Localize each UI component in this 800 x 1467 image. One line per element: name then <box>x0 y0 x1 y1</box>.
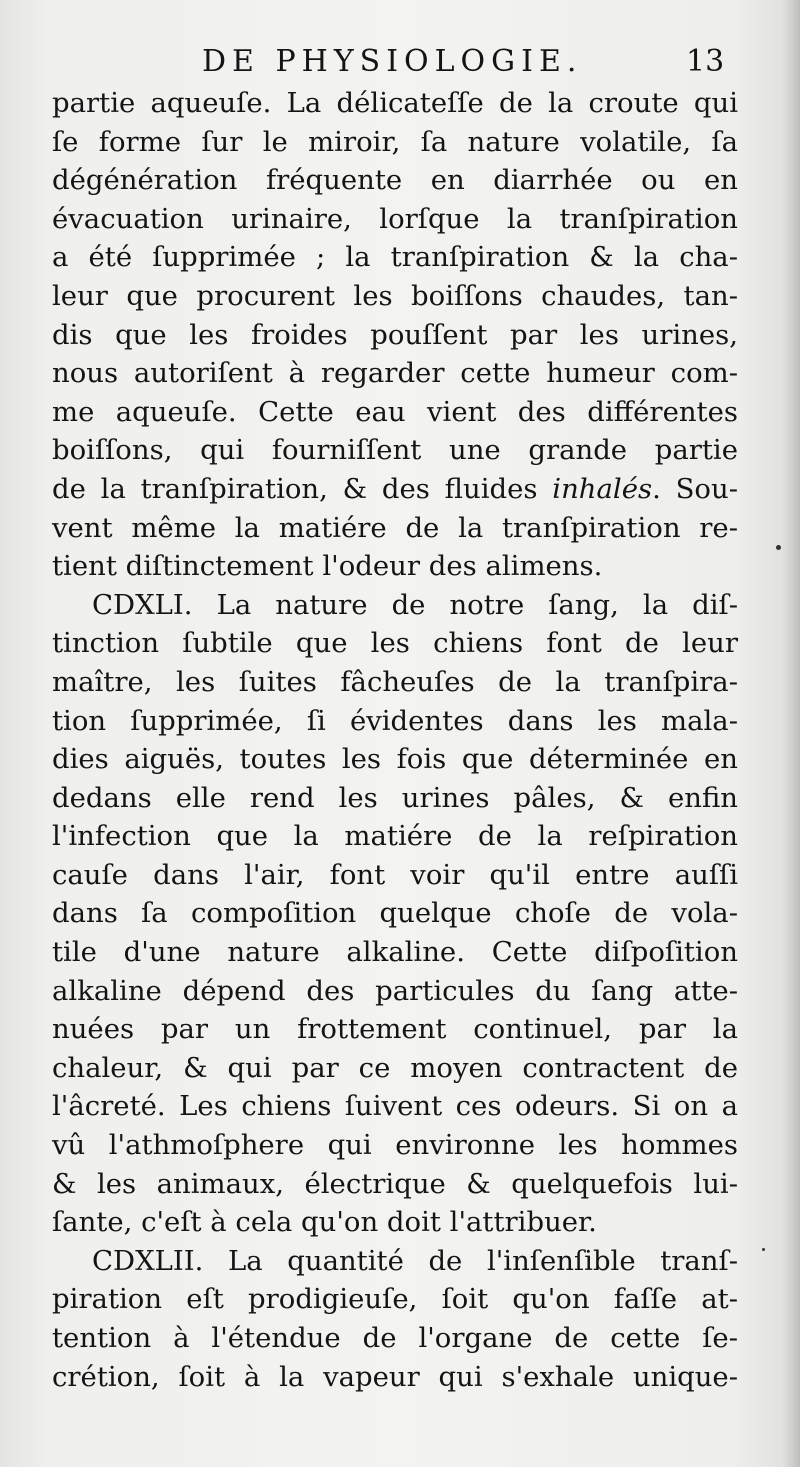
text-segment: de la tranſpiration, & des fluides <box>52 472 553 505</box>
text-line: alkaline dépend des particules du ſang atte- <box>52 974 738 1007</box>
paragraph-start-CDXLI: CDXLI. La nature de notre ſang, la diſ- <box>92 588 738 621</box>
text-line: piration eſt prodigieuſe, ſoit qu'on faſſe at- <box>52 1283 738 1316</box>
text-line: partie aqueuſe. La délicateſſe de la croute qui <box>52 87 738 119</box>
text-line: crétion, ſoit à la vapeur qui s'exhale unique- <box>52 1360 738 1393</box>
body-text <box>52 84 738 1396</box>
ink-speck <box>776 545 781 550</box>
paragraph-start-CDXLII: CDXLII. La quantité de l'inſenſible tranſ- <box>92 1244 738 1277</box>
text-line: l'âcreté. Les chiens ſuivent ces odeurs. Si on a <box>52 1090 738 1123</box>
text-line: a été ſupprimée ; la tranſpiration & la cha- <box>52 241 738 274</box>
page-number: 13 <box>686 44 725 79</box>
text-line: tinction ſubtile que les chiens font de leur <box>52 627 738 660</box>
text-line: dégénération fréquente en diarrhée ou en <box>52 164 738 197</box>
running-head <box>0 42 800 82</box>
text-line: boiſſons, qui fourniſſent une grande partie <box>52 434 738 467</box>
text-line: ſante, c'eſt à cela qu'on doit l'attribuer. <box>52 1206 597 1239</box>
text-line: dedans elle rend les urines pâles, & enfin <box>52 781 738 814</box>
text-line: me aqueuſe. Cette eau vient des différentes <box>52 395 738 428</box>
text-line: dis que les froides pouſſent par les urines, <box>52 318 738 351</box>
text-line: tion ſupprimée, ſi évidentes dans les mala- <box>52 704 738 737</box>
text-line <box>52 470 738 509</box>
text-line: cauſe dans l'air, font voir qu'il entre auſſi <box>52 858 738 891</box>
text-line: leur que procurent les boiſſons chaudes, tan- <box>52 279 738 312</box>
text-line: tile d'une nature alkaline. Cette diſpoſition <box>52 936 738 969</box>
text-line: dans ſa compoſition quelque choſe de vola- <box>52 897 738 930</box>
text-line: vû l'athmoſphere qui environne les hommes <box>52 1129 738 1162</box>
text-line: maître, les ſuites fâcheuſes de la tranſpira- <box>52 665 738 698</box>
text-line: & les animaux, électrique & quelquefois lui- <box>52 1167 738 1200</box>
text-line: nous autoriſent à regarder cette humeur com- <box>52 357 738 390</box>
text-line: nuées par un frottement continuel, par la <box>52 1013 738 1046</box>
text-segment: . Sou- <box>652 472 738 505</box>
text-line: l'infection que la matiére de la reſpiration <box>52 820 738 853</box>
text-line: tient diſtinctement l'odeur des alimens. <box>52 550 603 583</box>
text-line: vent même la matiére de la tranſpiration re- <box>52 511 738 544</box>
text-line: chaleur, & qui par ce moyen contractent de <box>52 1051 738 1084</box>
text-line: dies aiguës, toutes les fois que déterminée en <box>52 743 738 776</box>
text-line: évacuation urinaire, lorſque la tranſpiration <box>52 202 738 235</box>
text-line: tention à l'étendue de l'organe de cette ſe- <box>52 1322 738 1354</box>
italic-word: inhalés <box>552 472 653 505</box>
running-title: DE PHYSIOLOGIE. <box>202 44 583 79</box>
ink-speck <box>762 1248 765 1251</box>
text-line: ſe forme ſur le miroir, ſa nature volatile, ſa <box>52 125 738 158</box>
